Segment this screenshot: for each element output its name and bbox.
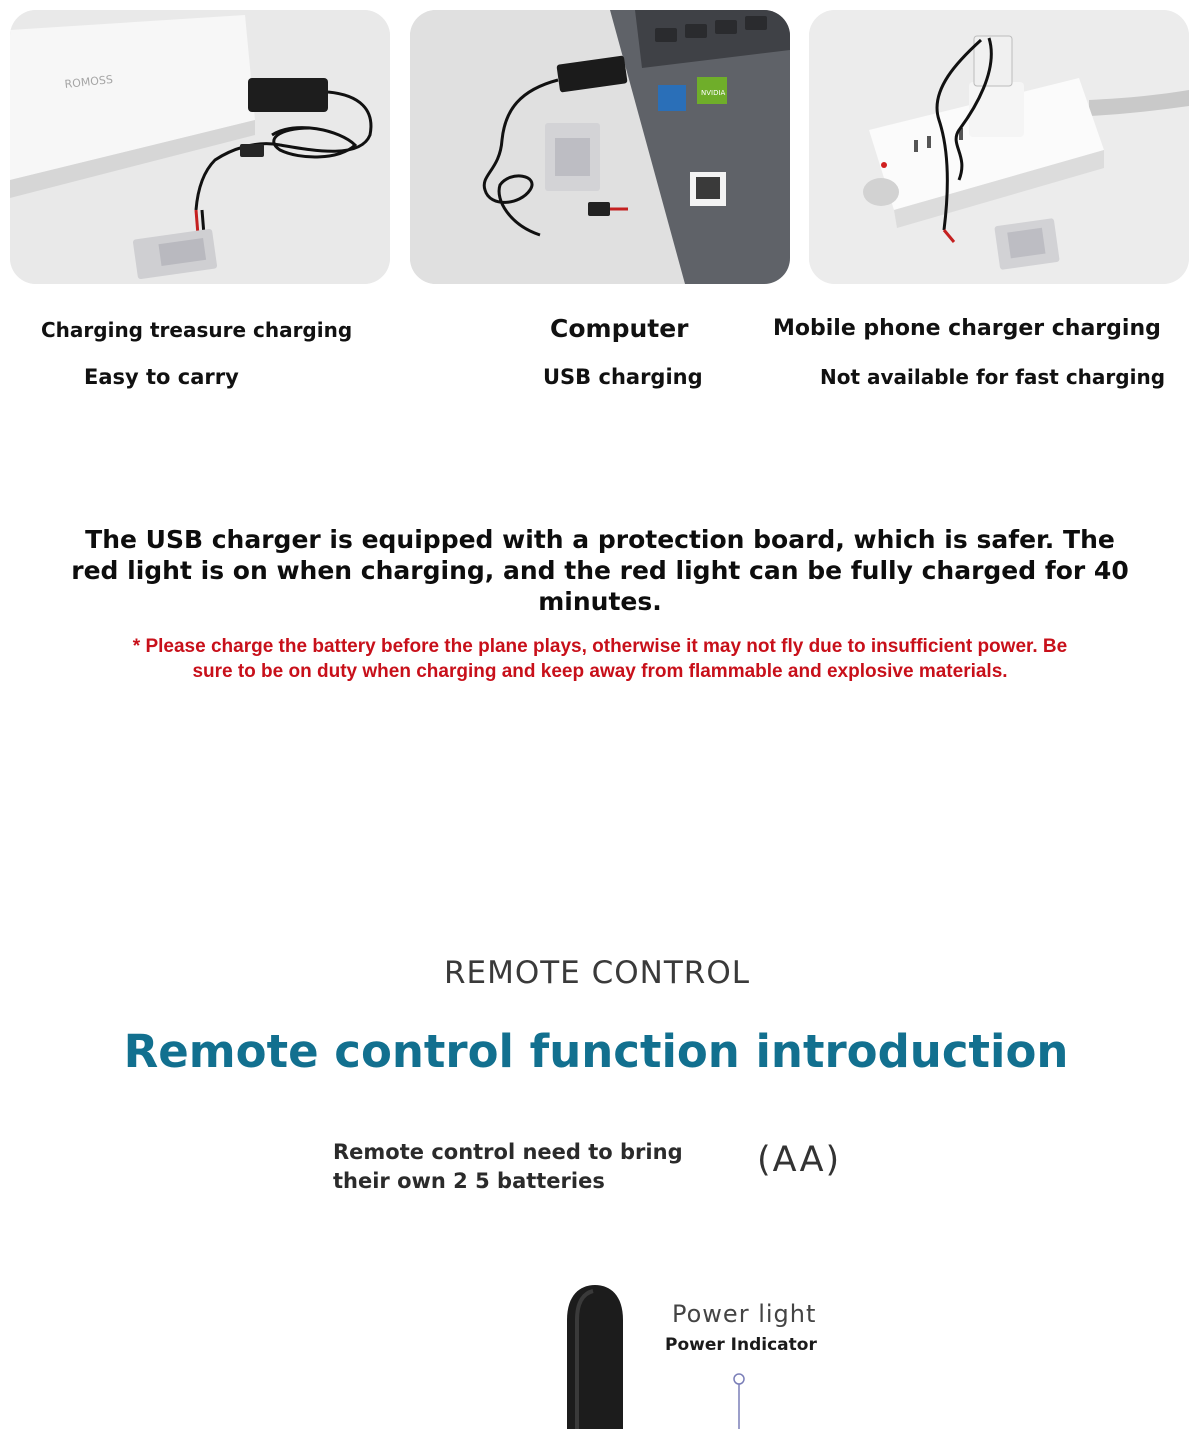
section-label: REMOTE CONTROL bbox=[443, 955, 751, 991]
power-bank-brand: ROMOSS bbox=[63, 72, 114, 91]
laptop-illustration bbox=[410, 10, 790, 284]
power-strip-illustration bbox=[809, 10, 1189, 284]
phone-charger-subcaption: Not available for fast charging bbox=[820, 365, 1166, 389]
power-bank-charging-photo bbox=[10, 10, 390, 284]
computer-subcaption: USB charging bbox=[543, 365, 703, 389]
power-light-pointer bbox=[729, 1370, 749, 1429]
power-indicator-label: Power Indicator bbox=[665, 1335, 817, 1355]
charging-warning: * Please charge the battery before the plane plays, otherwise it may not fly due to insufficient power. Be sure to be on duty when charging and keep away from flammable and explosive materials. bbox=[132, 636, 1068, 682]
phone-charger-charging-photo bbox=[809, 10, 1189, 284]
power-bank-subcaption: Easy to carry bbox=[84, 365, 239, 389]
power-bank-illustration bbox=[10, 10, 390, 284]
computer-caption: Computer bbox=[550, 314, 689, 343]
battery-note: Remote control need to bring their own 2 5 batteries bbox=[333, 1140, 683, 1193]
computer-usb-charging-photo bbox=[410, 10, 790, 284]
section-title: Remote control function introduction bbox=[123, 1025, 1069, 1078]
phone-charger-caption: Mobile phone charger charging bbox=[773, 316, 1161, 341]
remote-antenna-illustration bbox=[555, 1285, 635, 1429]
usb-charger-notice: The USB charger is equipped with a protection board, which is safer. The red light is on when charging, and the red light can be fully charged for 40 minutes. bbox=[71, 525, 1129, 616]
power-light-label: Power light bbox=[672, 1300, 817, 1328]
power-bank-caption: Charging treasure charging bbox=[41, 318, 353, 342]
gpu-brand: NVIDIA bbox=[701, 89, 726, 97]
battery-type: (AA) bbox=[757, 1140, 842, 1180]
